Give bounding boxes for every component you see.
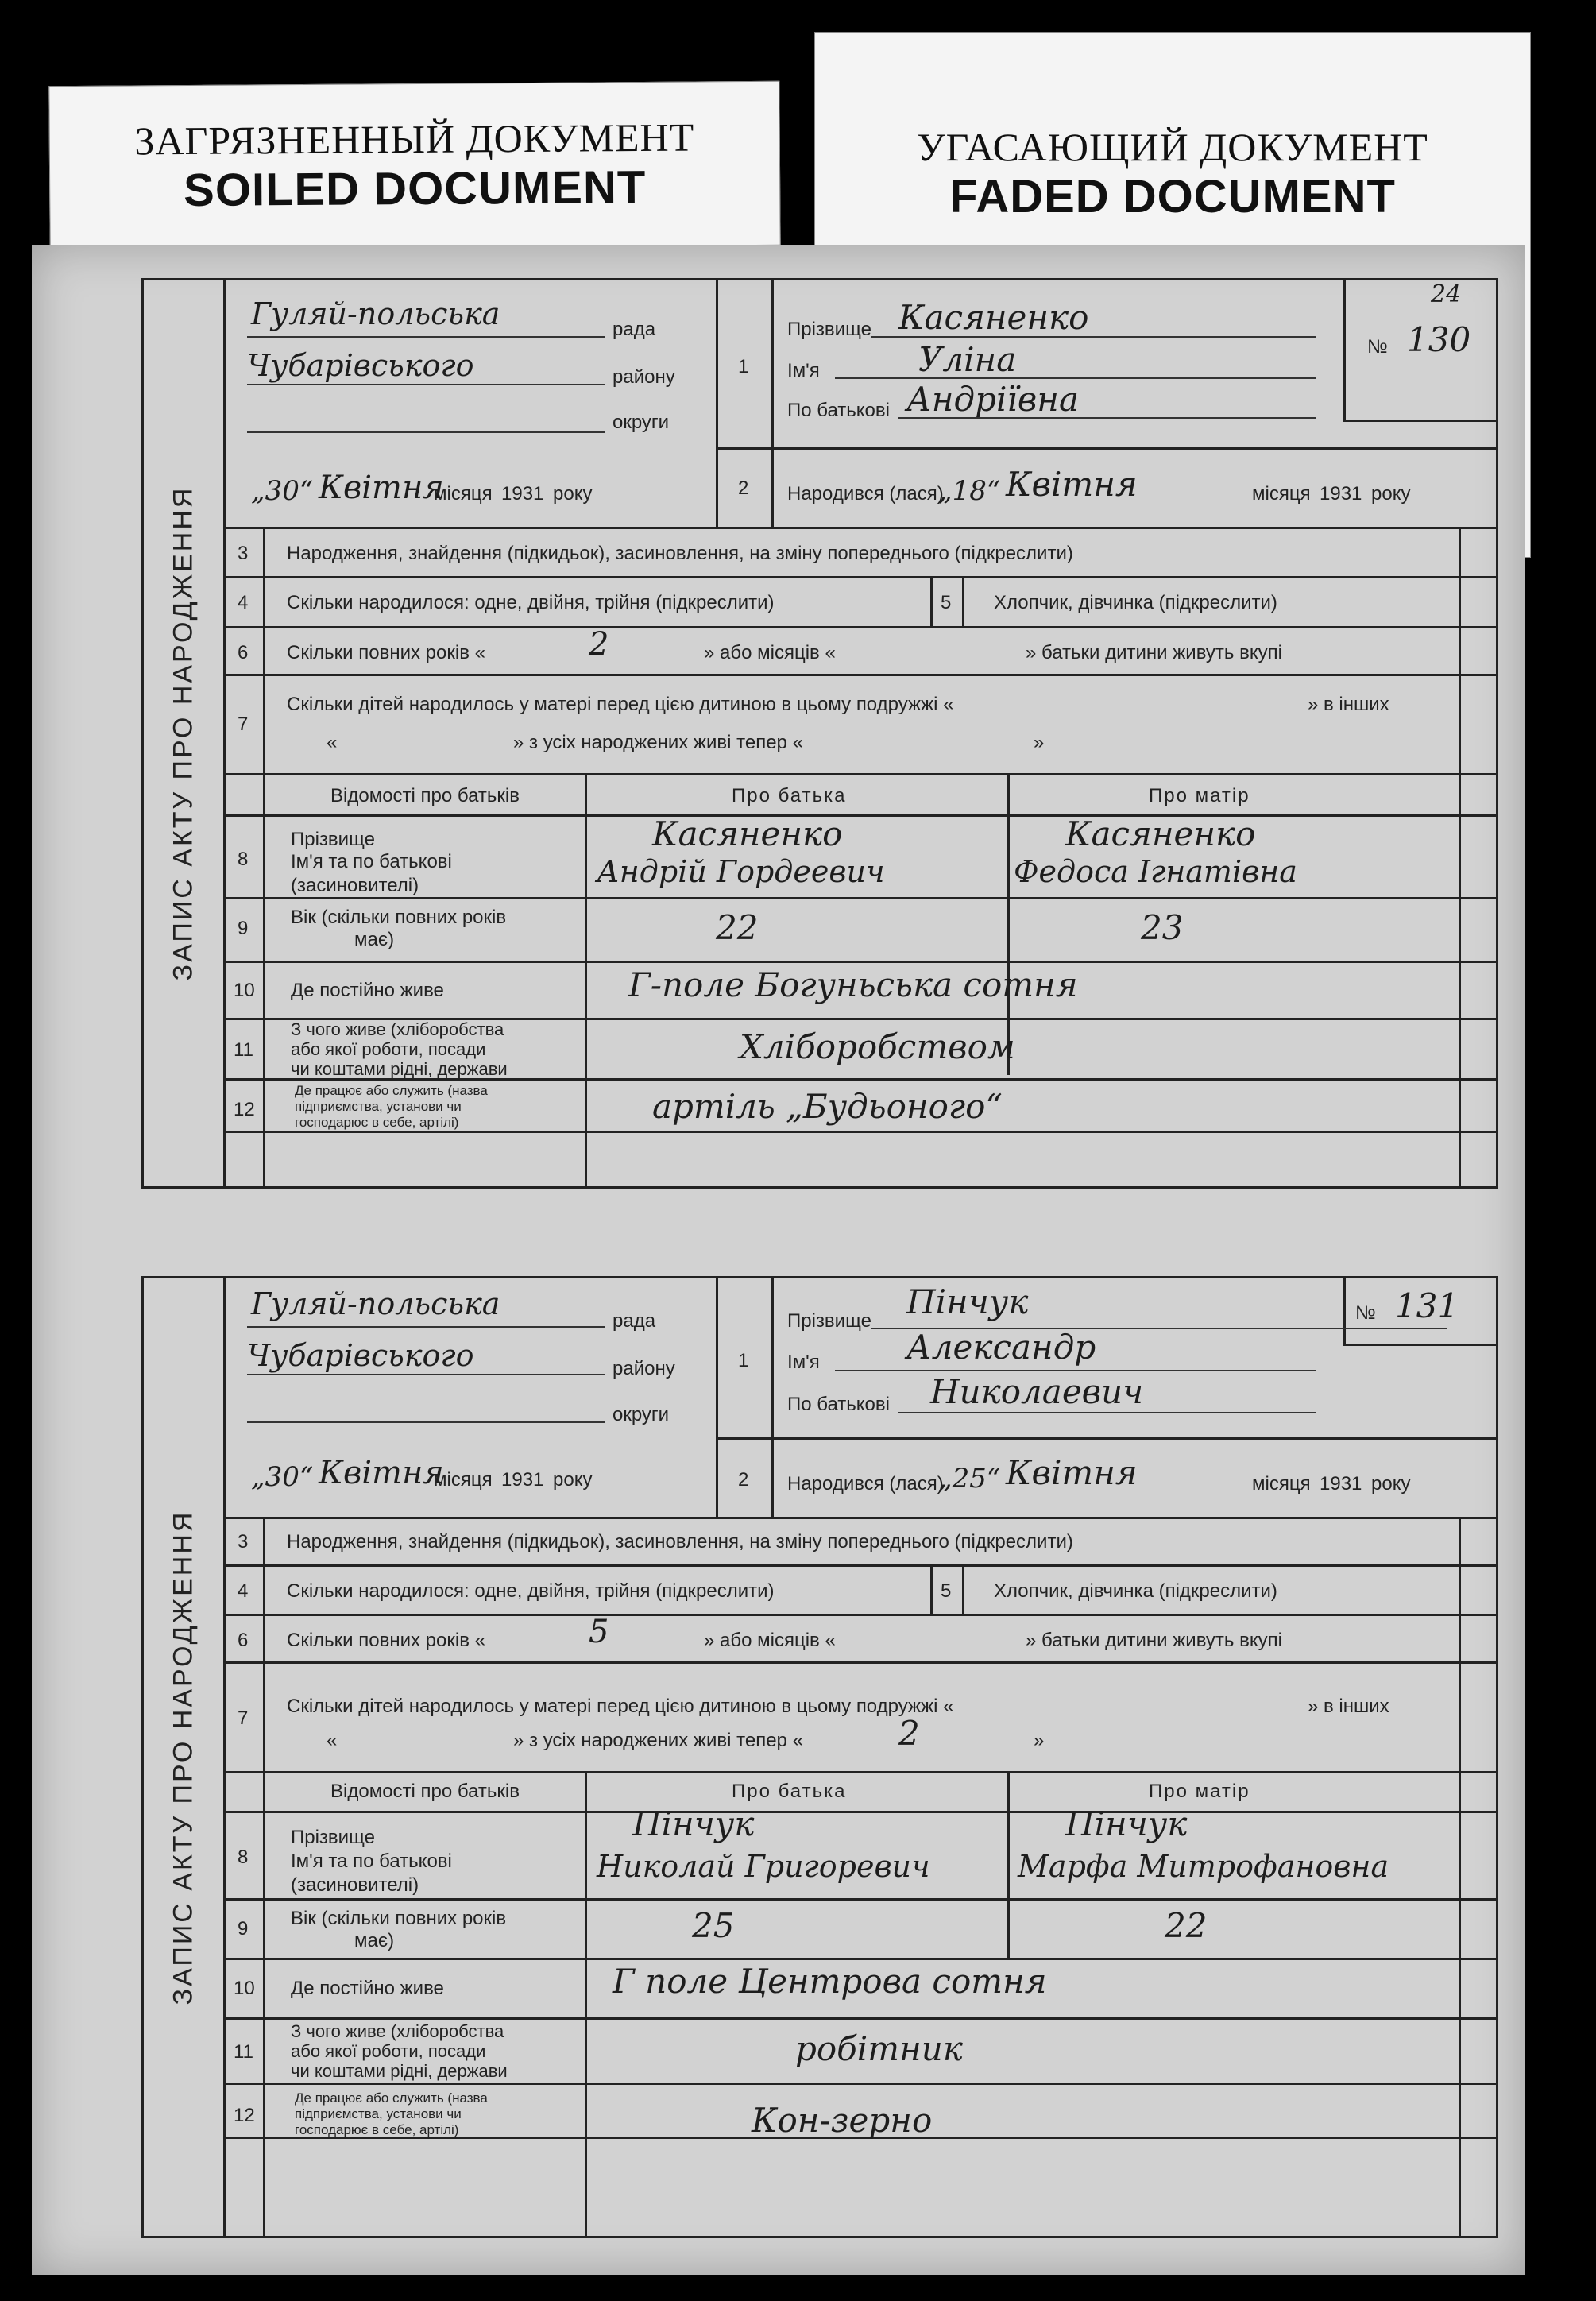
rayon-value: Чубарівського xyxy=(247,348,474,383)
row8-text-c: (засиновителі) xyxy=(291,875,419,896)
born-label: Народився (лася) xyxy=(787,1473,944,1495)
father-age: 25 xyxy=(692,1906,735,1945)
reg-year: 1931 xyxy=(501,483,544,505)
row-number-7: 7 xyxy=(238,1707,249,1729)
child-name: Александр xyxy=(906,1328,1096,1367)
row-number-9: 9 xyxy=(238,918,249,939)
rada-label: рада xyxy=(613,319,656,340)
row-number-11: 11 xyxy=(234,1039,253,1061)
soiled-label-en: SOILED DOCUMENT xyxy=(183,160,647,217)
row5-text: Хлопчик, дівчинка (підкреслити) xyxy=(994,592,1277,613)
number-label: № xyxy=(1367,336,1388,358)
child-surname: Касяненко xyxy=(898,298,1089,337)
row-number-11: 11 xyxy=(234,2041,253,2063)
workplace: артіль „Будьоного“ xyxy=(652,1087,1003,1126)
residence: Г поле Центрова сотня xyxy=(613,1962,1047,2001)
row7-text-c: « xyxy=(327,732,338,753)
row6-text-c: » батьки дитини живуть вкупі xyxy=(1026,1630,1282,1651)
row11-text-b: або якої роботи, посади xyxy=(291,1039,486,1059)
reg-year-label: року xyxy=(553,1469,593,1491)
row-number-10: 10 xyxy=(234,980,255,1001)
row12-text-b: підприємства, установи чи xyxy=(295,1099,462,1114)
patronymic-label: По батькові xyxy=(787,400,890,421)
surname-label: Прізвище xyxy=(787,1310,871,1332)
row12-text-c: господарює в себе, артілі) xyxy=(295,1115,459,1130)
years-together: 5 xyxy=(589,1614,609,1650)
row7-text-a: Скільки дітей народилось у матері перед цією дитиною в цьому подружжі « xyxy=(287,1696,954,1717)
row-number-3: 3 xyxy=(238,1531,249,1553)
children-alive: 2 xyxy=(898,1714,920,1753)
years-together: 2 xyxy=(589,626,609,663)
row5-text: Хлопчик, дівчинка (підкреслити) xyxy=(994,1580,1277,1602)
reg-month-label: місяця xyxy=(434,483,493,505)
row-number-3: 3 xyxy=(238,543,249,564)
birth-year: 1931 xyxy=(1320,483,1362,505)
row3-text: Народження, знайдення (підкидьок), засиновлення, на зміну попереднього (підкреслити) xyxy=(287,1531,1073,1553)
row-number-5: 5 xyxy=(941,1580,952,1602)
reg-year-label: року xyxy=(553,483,593,505)
patronymic-label: По батькові xyxy=(787,1394,890,1415)
birth-record-131 xyxy=(141,1276,1498,2238)
child-patronymic: Николаевич xyxy=(930,1372,1144,1411)
row4-text: Скільки народилося: одне, двійня, трійня (підкреслити) xyxy=(287,592,775,613)
row12-text-a: Де працює або служить (назва xyxy=(295,2090,488,2106)
row11-text-c: чи коштами рідні, держави xyxy=(291,2061,508,2081)
register-page xyxy=(32,245,1525,2275)
row9-text-a: Вік (скільки повних років xyxy=(291,907,507,928)
reg-day: „30“ xyxy=(251,1461,314,1493)
rayon-value: Чубарівського xyxy=(247,1338,474,1373)
row6-text-b: » або місяців « xyxy=(704,1630,836,1651)
row8-text-a: Прізвище xyxy=(291,1827,375,1848)
row7-text-b: » в інших xyxy=(1308,1696,1389,1717)
surname-label: Прізвище xyxy=(787,319,871,340)
col-father: Про батька xyxy=(732,785,847,806)
col-mother: Про матір xyxy=(1149,1781,1250,1802)
child-surname: Пінчук xyxy=(906,1282,1029,1321)
row4-text: Скільки народилося: одне, двійня, трійня (підкреслити) xyxy=(287,1580,775,1602)
col-parents-info: Відомості про батьків xyxy=(330,1781,520,1802)
row12-text-a: Де працює або служить (назва xyxy=(295,1083,488,1098)
row-number-8: 8 xyxy=(238,1847,249,1868)
row12-text-b: підприємства, установи чи xyxy=(295,2106,462,2121)
record-side-title: ЗАПИС АКТУ ПРО НАРОДЖЕННЯ xyxy=(144,1278,226,2236)
row-number-12: 12 xyxy=(234,2105,255,2126)
row-number-8: 8 xyxy=(238,849,249,870)
birth-day: „25“ xyxy=(938,1463,1001,1495)
row10-text: Де постійно живе xyxy=(291,980,444,1001)
mother-name: Марфа Митрофановна xyxy=(1018,1849,1389,1884)
mother-age: 22 xyxy=(1165,1906,1208,1945)
row6-text-a: Скільки повних років « xyxy=(287,642,485,663)
faded-label-ru: УГАСАЮЩИЙ ДОКУМЕНТ xyxy=(917,125,1428,169)
record-number: 130 xyxy=(1407,320,1471,359)
occupation: робітник xyxy=(795,2029,963,2068)
row6-text-a: Скільки повних років « xyxy=(287,1630,485,1651)
reg-month-label: місяця xyxy=(434,1469,493,1491)
row9-text-a: Вік (скільки повних років xyxy=(291,1908,507,1929)
workplace: Кон-зерно xyxy=(752,2101,933,2140)
row12-text-c: господарює в себе, артілі) xyxy=(295,2122,459,2137)
row-number-1: 1 xyxy=(738,356,749,377)
soiled-label-ru: ЗАГРЯЗНЕННЫЙ ДОКУМЕНТ xyxy=(134,114,695,164)
row8-text-b: Ім'я та по батькові xyxy=(291,1850,452,1872)
row8-text-c: (засиновителі) xyxy=(291,1874,419,1896)
reg-day: „30“ xyxy=(251,475,314,507)
row8-text-b: Ім'я та по батькові xyxy=(291,851,452,872)
row-number-6: 6 xyxy=(238,1630,249,1651)
row-number-1: 1 xyxy=(738,1350,749,1371)
row9-text-b: має) xyxy=(354,929,395,950)
row11-text-b: або якої роботи, посади xyxy=(291,2041,486,2061)
child-patronymic: Андріївна xyxy=(906,380,1079,419)
birth-year-label: року xyxy=(1371,483,1411,505)
father-name: Андрій Гордеевич xyxy=(597,854,885,889)
okrugy-label: округи xyxy=(613,1404,670,1425)
row7-text-d: » з усіх народжених живі тепер « xyxy=(513,1730,803,1751)
okrugy-label: округи xyxy=(613,412,670,433)
mother-name: Федоса Ігнатівна xyxy=(1014,854,1297,889)
row-number-5: 5 xyxy=(941,592,952,613)
birth-record-130 xyxy=(141,278,1498,1189)
row3-text: Народження, знайдення (підкидьок), засиновлення, на зміну попереднього (підкреслити) xyxy=(287,543,1073,564)
rayon-label: району xyxy=(613,366,675,388)
row7-text-d: » з усіх народжених живі тепер « xyxy=(513,732,803,753)
rada-label: рада xyxy=(613,1310,656,1332)
col-parents-info: Відомості про батьків xyxy=(330,785,520,806)
row-number-4: 4 xyxy=(238,1580,249,1602)
birth-year-label: року xyxy=(1371,1473,1411,1495)
rada-value: Гуляй-польська xyxy=(251,1286,500,1321)
father-name: Николай Григоревич xyxy=(597,1849,930,1884)
child-name: Уліна xyxy=(918,340,1017,379)
reg-year: 1931 xyxy=(501,1469,544,1491)
rada-value: Гуляй-польська xyxy=(251,296,500,331)
birth-year: 1931 xyxy=(1320,1473,1362,1495)
record-number: 131 xyxy=(1395,1286,1459,1325)
birth-month: Квітня xyxy=(1006,465,1138,504)
row-number-10: 10 xyxy=(234,1978,255,1999)
row8-text-a: Прізвище xyxy=(291,829,375,850)
birth-month: Квітня xyxy=(1006,1453,1138,1492)
rayon-label: району xyxy=(613,1358,675,1379)
reg-month: Квітня xyxy=(319,1455,444,1491)
occupation: Хліборобством xyxy=(740,1027,1015,1066)
col-mother: Про матір xyxy=(1149,785,1250,806)
row7-text-e: » xyxy=(1034,732,1045,753)
birth-month-label: місяця xyxy=(1252,1473,1311,1495)
name-label: Ім'я xyxy=(787,360,820,381)
record-number-extra: 24 xyxy=(1431,280,1462,308)
row7-text-c: « xyxy=(327,1730,338,1751)
father-surname: Пінчук xyxy=(632,1804,755,1843)
row6-text-b: » або місяців « xyxy=(704,642,836,663)
row7-text-e: » xyxy=(1034,1730,1045,1751)
row-number-2: 2 xyxy=(738,1469,749,1491)
mother-age: 23 xyxy=(1141,908,1184,947)
reg-month: Квітня xyxy=(319,470,444,506)
row-number-7: 7 xyxy=(238,714,249,735)
birth-month-label: місяця xyxy=(1252,483,1311,505)
row-number-4: 4 xyxy=(238,592,249,613)
row11-text-a: З чого живе (хліборобства xyxy=(291,1019,504,1039)
record-side-title: ЗАПИС АКТУ ПРО НАРОДЖЕННЯ xyxy=(144,280,226,1186)
soiled-document-label xyxy=(48,81,780,250)
row11-text-a: З чого живе (хліборобства xyxy=(291,2021,504,2041)
faded-label-en: FADED DOCUMENT xyxy=(949,171,1396,222)
row9-text-b: має) xyxy=(354,1930,395,1951)
row-number-6: 6 xyxy=(238,642,249,663)
father-age: 22 xyxy=(716,908,759,947)
row6-text-c: » батьки дитини живуть вкупі xyxy=(1026,642,1282,663)
row7-text-b: » в інших xyxy=(1308,694,1389,715)
row7-text-a: Скільки дітей народилось у матері перед цією дитиною в цьому подружжі « xyxy=(287,694,954,715)
col-father: Про батька xyxy=(732,1781,847,1802)
name-label: Ім'я xyxy=(787,1352,820,1373)
father-surname: Касяненко xyxy=(652,814,843,853)
number-label: № xyxy=(1355,1302,1376,1324)
row-number-9: 9 xyxy=(238,1918,249,1939)
row11-text-c: чи коштами рідні, держави xyxy=(291,1059,508,1079)
born-label: Народився (лася) xyxy=(787,483,944,505)
residence: Г-поле Богуньська сотня xyxy=(628,965,1078,1004)
row-number-12: 12 xyxy=(234,1099,255,1120)
mother-surname: Касяненко xyxy=(1065,814,1256,853)
mother-surname: Пінчук xyxy=(1065,1804,1188,1843)
row10-text: Де постійно живе xyxy=(291,1978,444,1999)
row-number-2: 2 xyxy=(738,478,749,499)
birth-day: „18“ xyxy=(938,475,1001,507)
